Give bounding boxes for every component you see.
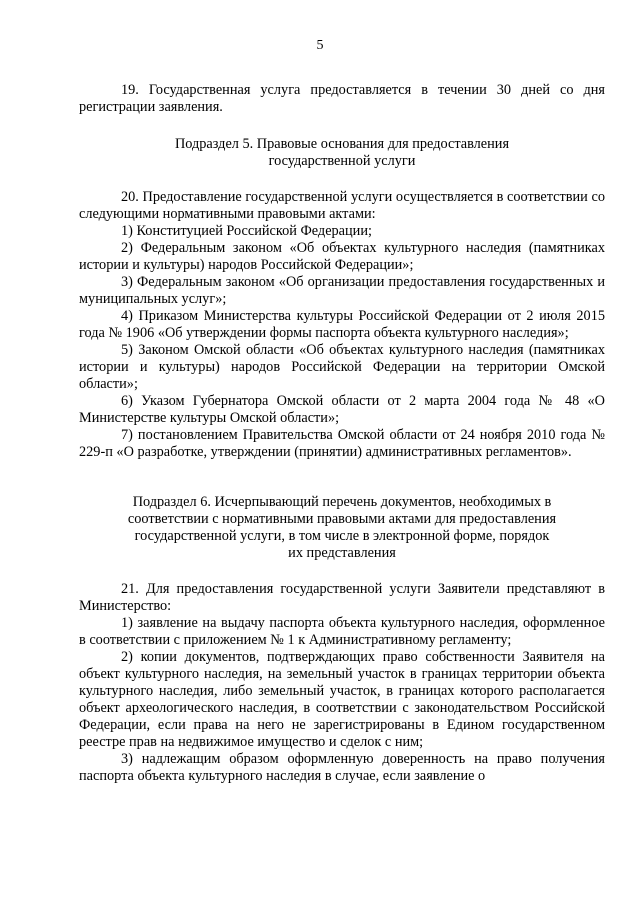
paragraph-21: 21. Для предоставления государственной услуги Заявители представляют в Министерство: xyxy=(79,581,605,614)
list-item: 2) Федеральным законом «Об объектах культурного наследия (памятниках истории и культуры) народов Российской Федерации»; xyxy=(79,240,605,273)
document-body xyxy=(79,82,605,785)
list-item: 4) Приказом Министерства культуры Российской Федерации от 2 июля 2015 года № 1906 «Об утверждении формы паспорта объекта культурного наследия»; xyxy=(79,308,605,341)
list-item: 3) Федеральным законом «Об организации предоставления государственных и муниципальных услуг»; xyxy=(79,274,605,307)
heading-line: государственной услуги xyxy=(268,153,416,169)
heading-line: Подраздел 5. Правовые основания для предоставления xyxy=(174,136,510,152)
list-item: 3) надлежащим образом оформленную доверенность на право получения паспорта объекта культурного наследия в случае, если заявление о xyxy=(79,751,605,784)
heading-line: государственной услуги, в том числе в электронной форме, порядок xyxy=(134,528,550,544)
paragraph-19: 19. Государственная услуга предоставляется в течении 30 дней со дня регистрации заявления. xyxy=(79,82,605,115)
paragraph-20: 20. Предоставление государственной услуги осуществляется в соответствии со следующими нормативными правовыми актами: xyxy=(79,189,605,222)
heading-line: Подраздел 6. Исчерпывающий перечень документов, необходимых в xyxy=(132,494,552,510)
list-item: 5) Законом Омской области «Об объектах культурного наследия (памятниках истории и культуры) народов Российской Федерации на территории Омской области»; xyxy=(79,342,605,392)
subsection-5-heading xyxy=(79,136,605,170)
list-item: 7) постановлением Правительства Омской области от 24 ноября 2010 года № 229-п «О разработке, утверждении (принятии) административных регламентов». xyxy=(79,427,605,460)
heading-line: их представления xyxy=(288,545,396,561)
page-number: 5 xyxy=(316,38,324,53)
list-item: 1) заявление на выдачу паспорта объекта культурного наследия, оформленное в соответствии с приложением № 1 к Административному регламенту; xyxy=(79,615,605,648)
list-item: 6) Указом Губернатора Омской области от 2 марта 2004 года № 48 «О Министерстве культуры Омской области»; xyxy=(79,393,605,426)
heading-line: соответствии с нормативными правовыми актами для предоставления xyxy=(127,511,557,527)
list-item: 2) копии документов, подтверждающих право собственности Заявителя на объект культурного наследия, на земельный участок в границах территории объекта культурного наследия, либо земельный участок, в границах которого располагается объект археологического наследия, в соответствии с законодательством Российской Федерации, если права на него не зарегистрированы в Едином государственном реестре прав на недвижимое имущество и сделок с ним; xyxy=(79,649,605,750)
subsection-6-heading xyxy=(79,494,605,562)
list-item: 1) Конституцией Российской Федерации; xyxy=(121,223,372,239)
